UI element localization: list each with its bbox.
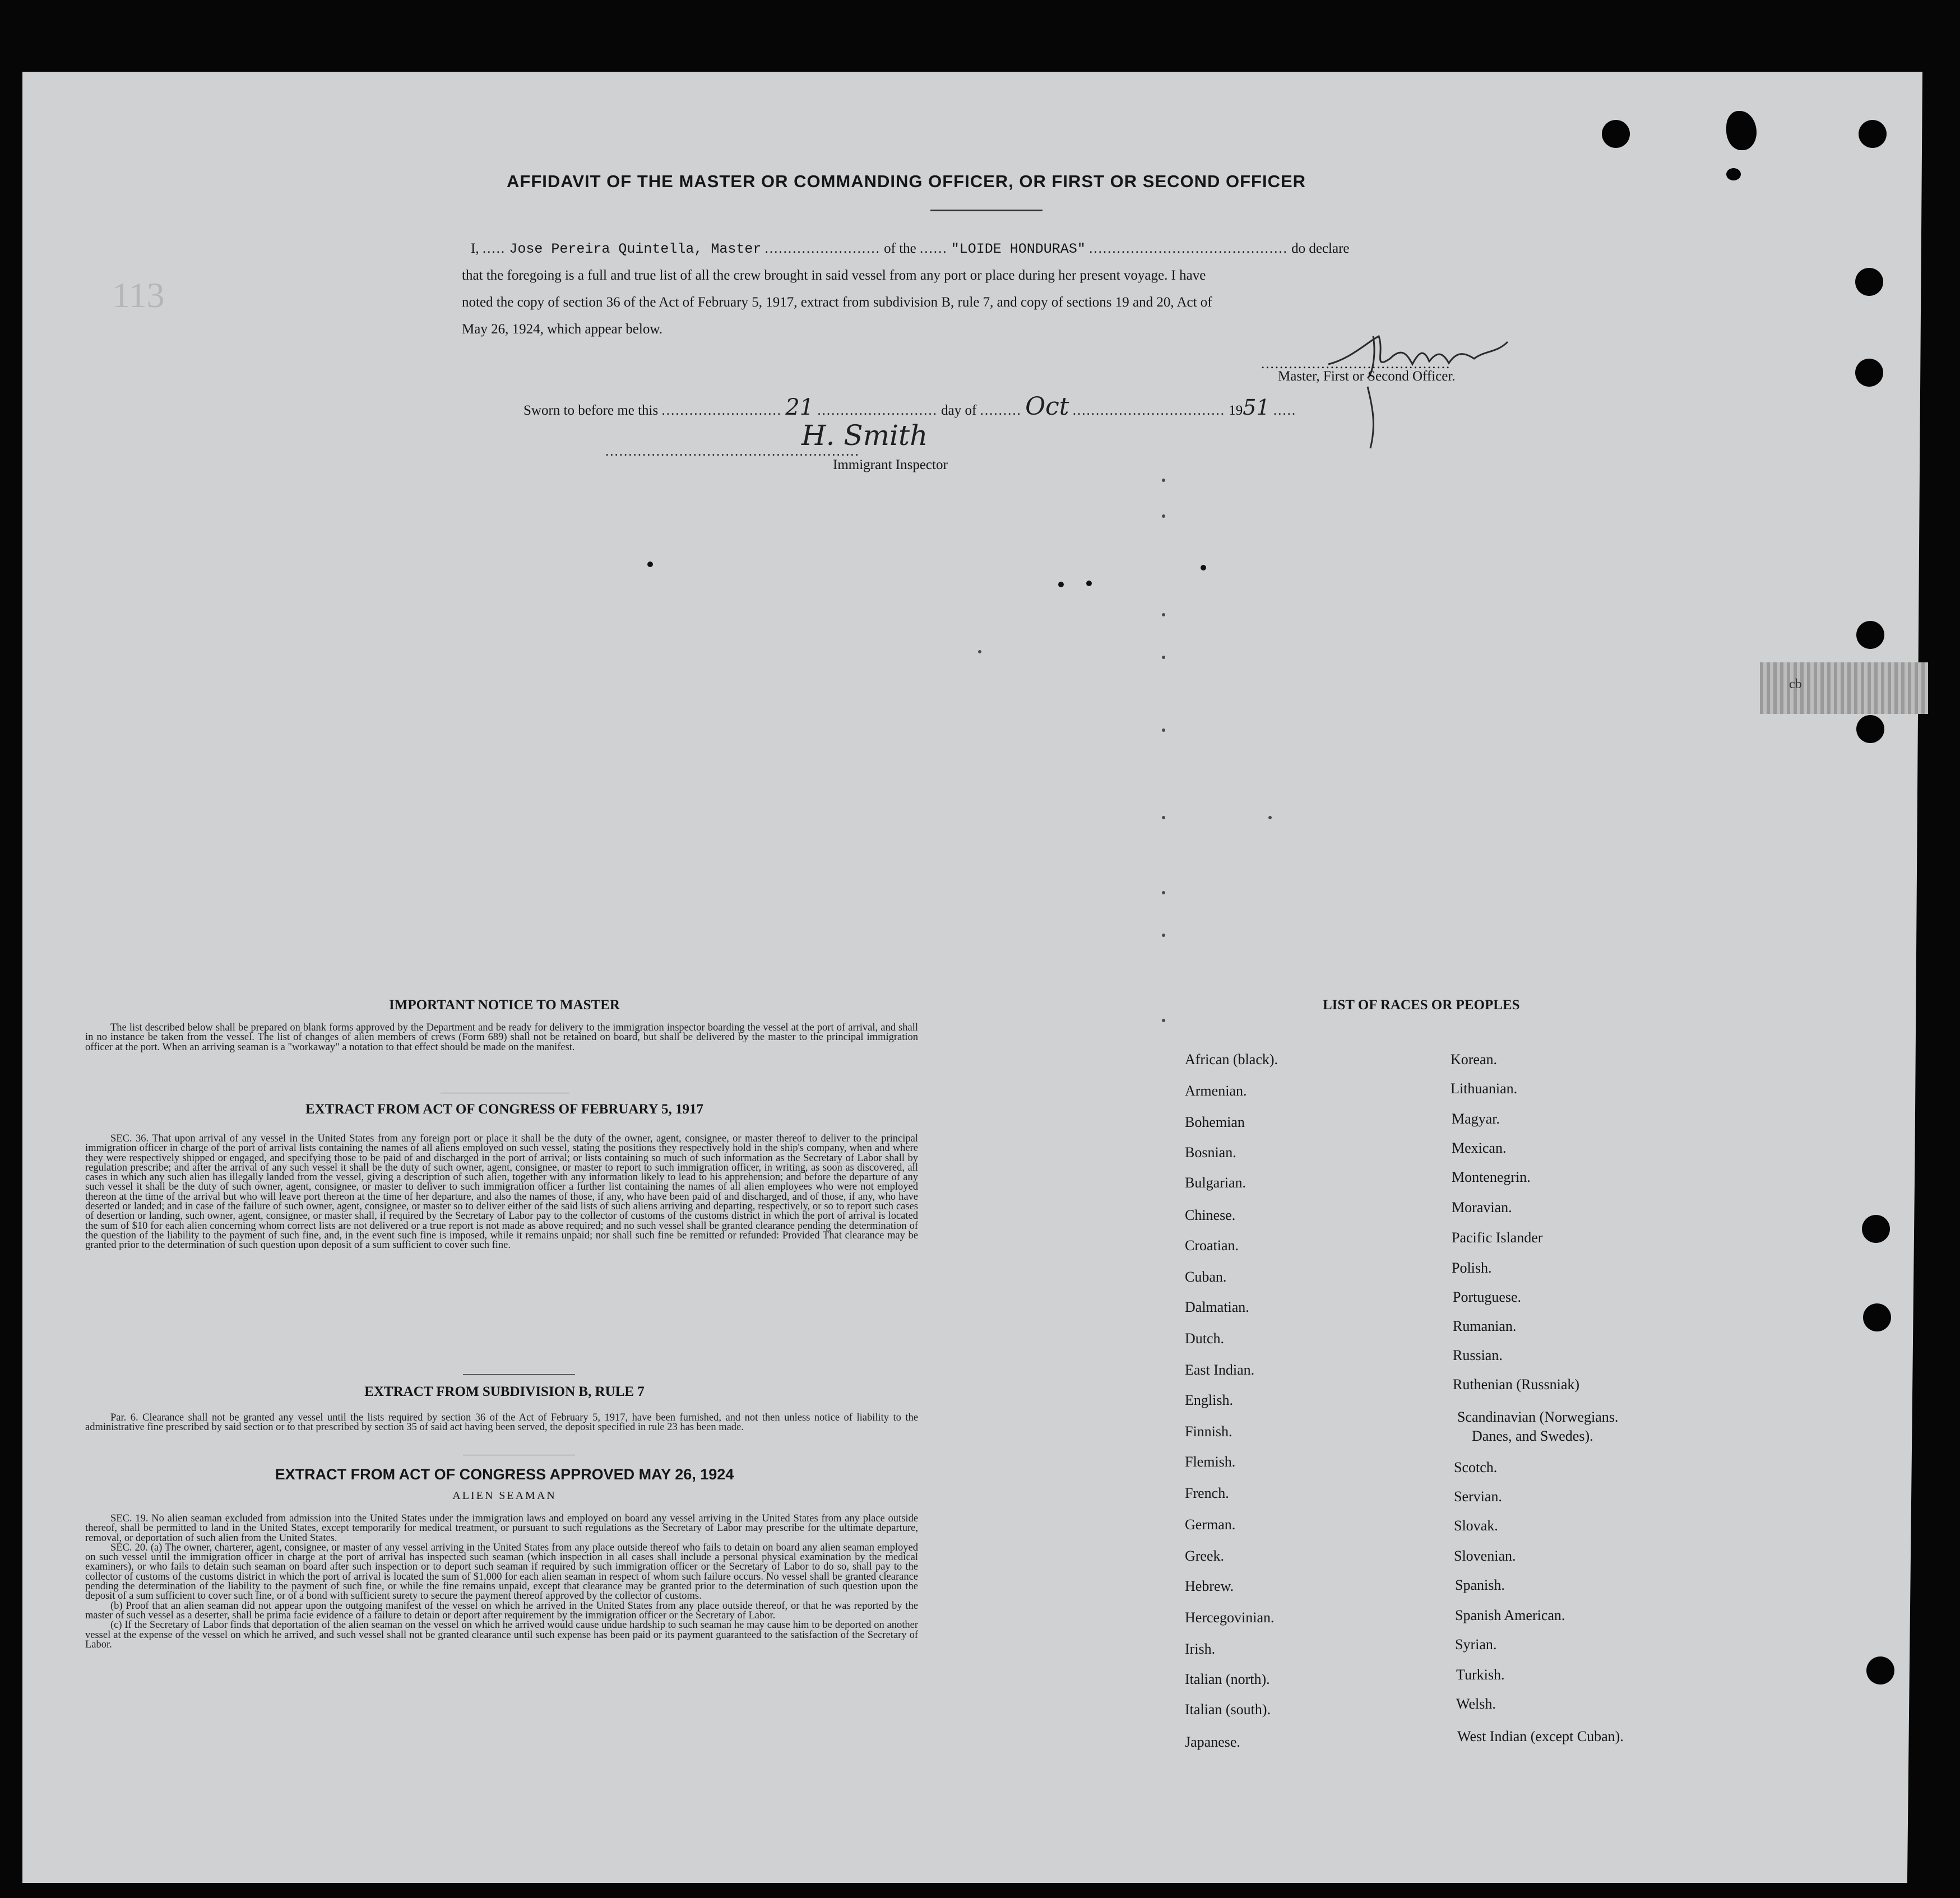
extract-rule7-text: Par. 6. Clearance shall not be granted any vessel until the lists required by section 36 of the Act of February 5, 1917, have been furnished, and not then unless notice of liability to the administrative fine prescribed by said section or to that prescribed by section 35 of said act having been served, the deposit specified in rule 23 has been made.	[85, 1412, 918, 1433]
race-item: Bosnian.	[1185, 1144, 1236, 1161]
race-item: Armenian.	[1185, 1083, 1247, 1099]
race-item: Hercegovinian.	[1185, 1609, 1275, 1626]
race-item: Servian.	[1454, 1488, 1502, 1505]
sworn-month: Oct	[1025, 392, 1069, 421]
race-item: Moravian.	[1452, 1199, 1512, 1215]
race-item: Japanese.	[1185, 1734, 1240, 1750]
race-item: East Indian.	[1185, 1362, 1255, 1378]
sec-19: SEC. 19. No alien seaman excluded from admission into the United States under the immigration laws and employed on board any vessel arriving in the United States from any place outside thereof, shall be permitted to land in the United States, except temporarily for medical treatment, or pursuant to such regulations as the Secretary of Labor may prescribe for the ultimate departure, removal, or deportation of such alien from the United States.	[85, 1513, 918, 1544]
declaration-line-1: I, ..... Jose Pereira Quintella, Master ......................... of the ...... "LOIDE HONDURAS" ........................................... do declare	[471, 241, 1350, 257]
race-item: Turkish.	[1456, 1667, 1505, 1683]
sworn-year: 51	[1243, 395, 1270, 420]
notice-text: The list described below shall be prepared on blank forms approved by the Department and be ready for delivery to the immigration inspector boarding the vessel at the port of arrival, and shall in no instance be taken from the vessel. The list of changes of alien members of crews (Form 689) shall not be retained on board, but shall be delivered by the master to the principal immigration officer at the port. When an arriving seaman is a "workaway" a notation to that effect should be made on the manifest.	[85, 1022, 918, 1053]
race-item: Spanish American.	[1455, 1607, 1565, 1623]
master-caption: Master, First or Second Officer.	[1278, 369, 1456, 384]
punch-hole	[1856, 621, 1884, 649]
race-item: West Indian (except Cuban).	[1457, 1728, 1624, 1744]
race-item: Scotch.	[1454, 1459, 1498, 1475]
race-item: Welsh.	[1456, 1696, 1496, 1712]
extract-1924-title: EXTRACT FROM ACT OF CONGRESS APPROVED MAY 26, 1924	[275, 1466, 734, 1483]
race-item: Irish.	[1185, 1641, 1216, 1657]
punch-hole	[1859, 120, 1887, 148]
divider	[463, 1374, 575, 1375]
race-item: Portuguese.	[1453, 1289, 1522, 1305]
race-item: Spanish.	[1455, 1577, 1505, 1593]
race-item: Montenegrin.	[1452, 1169, 1531, 1185]
race-item: Flemish.	[1185, 1454, 1236, 1470]
declaration-line-4: May 26, 1924, which appear below.	[462, 322, 663, 337]
sworn-day: 21	[785, 395, 814, 420]
race-item: Slovenian.	[1454, 1548, 1516, 1564]
sec-20b: (b) Proof that an alien seaman did not appear upon the outgoing manifest of the vessel on which he arrived in the United States from any place outside thereof, or that he was reported by the master of such vessel as a deserter, shall be prima facie evidence of a failure to detain or deport after requirement by the immigration officer or the Secretary of Labor.	[85, 1600, 918, 1621]
punch-hole	[1855, 359, 1883, 387]
race-item: Dutch.	[1185, 1330, 1225, 1347]
punch-hole	[1863, 1303, 1891, 1331]
vessel-name-field: "LOIDE HONDURAS"	[951, 241, 1086, 257]
race-item: Dalmatian.	[1185, 1299, 1249, 1315]
index-tab	[1760, 662, 1928, 714]
races-title: LIST OF RACES OR PEOPLES	[1323, 997, 1520, 1013]
signature-flourish	[1345, 381, 1390, 454]
race-item: Italian (south).	[1185, 1701, 1271, 1718]
race-item: English.	[1185, 1392, 1233, 1408]
punch-hole	[1602, 120, 1630, 148]
tab-label: cb	[1789, 677, 1802, 692]
signature-dotted-line: .........................................	[1261, 356, 1451, 372]
extract-1917-title: EXTRACT FROM ACT OF CONGRESS OF FEBRUARY 5, 1917	[305, 1102, 704, 1117]
title-underline	[930, 210, 1042, 211]
inspector-signature: H. Smith	[801, 419, 928, 452]
race-item: Italian (north).	[1185, 1671, 1270, 1687]
bleed-through-text: 113	[112, 275, 165, 315]
race-item: African (black).	[1185, 1051, 1278, 1068]
race-item: Syrian.	[1455, 1636, 1497, 1653]
race-item: Bohemian	[1185, 1114, 1245, 1130]
race-item: Bulgarian.	[1185, 1175, 1247, 1191]
notice-title: IMPORTANT NOTICE TO MASTER	[389, 997, 620, 1013]
race-item: Finnish.	[1185, 1423, 1232, 1440]
race-item: Mexican.	[1452, 1140, 1507, 1156]
race-item: German.	[1185, 1516, 1236, 1533]
punch-hole	[1866, 1656, 1894, 1684]
master-name-field: Jose Pereira Quintella, Master	[509, 241, 762, 257]
race-item: Hebrew.	[1185, 1578, 1234, 1594]
race-item: Russian.	[1453, 1347, 1503, 1363]
race-item: Slovak.	[1454, 1518, 1498, 1534]
race-item: Korean.	[1451, 1051, 1498, 1068]
race-item: Greek.	[1185, 1548, 1225, 1564]
race-item: Lithuanian.	[1451, 1080, 1518, 1097]
race-item: French.	[1185, 1485, 1229, 1501]
inspector-dotted-line: .......................................................	[605, 444, 860, 459]
declaration-line-3: noted the copy of section 36 of the Act of February 5, 1917, extract from subdivision B, rule 7, and copy of sections 19 and 20, Act of	[462, 295, 1212, 310]
race-item: Polish.	[1452, 1260, 1492, 1276]
punch-hole	[1862, 1215, 1890, 1243]
extract-1917-text: SEC. 36. That upon arrival of any vessel in the United States from any foreign port or place it shall be the duty of the owner, agent, consignee, or master thereof to deliver to the principal immigration officer in charge of the port of arrival lists containing the names of all aliens employed on such vessel, stating the positions they respectively hold in the ship's company, when and where they were respectively shipped or engaged, and specifying those to be paid of and discharged in the port of arrival; or lists containing so much of such information as the Secretary of Labor shall by regulation prescribe; and after the arrival of any such vessel it shall be the duty of such owner, agent, consignee, or master to report to such immigration officer, in writing, as soon as discovered, all cases in which any such alien has illegally landed from the vessel, giving a description of such alien, together with any information likely to lead to his apprehension; and before the departure of any such vessel it shall be the duty of such owner, agent, consignee, or master to deliver to such immigration officer a further list containing the names of all alien employees who were not employed thereon at the time of the arrival but who will leave port thereon at the time of her departure, and also the names of those, if any, who have been paid of and discharged, and of those, if any, who have deserted or landed; and in case of the failure of such owner, agent, consignee, or master so to deliver either of the said lists of such aliens arriving and departing, respectively, or so to report such cases of desertion or landing, such owner, agent, consignee, or master shall, if required by the Secretary of Labor pay to the collector of customs of the customs district in which the port of arrival is located the sum of $10 for each alien concerning whom correct lists are not delivered or a true report is not made as above required; and no such vessel shall be granted clearance pending the determination of the question of the liability to the payment of such fine, and, in the event such fine is imposed, while it remains unpaid; nor shall such fine be remitted or refunded: Provided That clearance may be granted prior to the determination of such question upon deposit of a sum sufficient to cover such fine.	[85, 1133, 918, 1251]
race-item: Ruthenian (Russniak)	[1453, 1376, 1580, 1393]
declaration-line-2: that the foregoing is a full and true list of all the crew brought in said vessel from any port or place during her present voyage. I have	[462, 268, 1206, 283]
race-item: Magyar.	[1452, 1111, 1500, 1127]
race-item: Cuban.	[1185, 1269, 1227, 1285]
race-item: Danes, and Swedes).	[1472, 1428, 1593, 1444]
race-item: Croatian.	[1185, 1237, 1239, 1254]
punch-hole	[1855, 268, 1883, 296]
inspector-caption: Immigrant Inspector	[833, 457, 948, 472]
race-item: Rumanian.	[1453, 1318, 1517, 1334]
punch-hole	[1726, 168, 1741, 180]
extract-rule7-title: EXTRACT FROM SUBDIVISION B, RULE 7	[364, 1384, 645, 1399]
affidavit-title: AFFIDAVIT OF THE MASTER OR COMMANDING OFFICER, OR FIRST OR SECOND OFFICER	[507, 171, 1306, 191]
race-item: Chinese.	[1185, 1207, 1236, 1223]
race-item: Pacific Islander	[1452, 1229, 1543, 1246]
race-item: Scandinavian (Norwegians.	[1457, 1409, 1619, 1425]
extract-1924-subtitle: ALIEN SEAMAN	[452, 1489, 557, 1502]
sec-20a: SEC. 20. (a) The owner, charterer, agent, consignee, or master of any vessel arriving in the United States from any place outside thereof who fails to detain on board any alien seaman employed on such vessel until the immigration officer in charge at the port of arrival has inspected such seaman (which inspection in all cases shall include a personal physical examination by the medical examiners), or who fails to detain such seaman on board after such inspection or to deport such seaman if required by such immigration officer or the Secretary of Labor to do so, shall pay to the collector of customs of the customs district in which the port of arrival is located the sum of $1,000 for each alien seaman in respect of whom such failure occurs. No vessel shall be granted clearance pending the determination of the liability to the payment of such fine, or while the fine remains unpaid, except that clearance may be granted prior to the determination of such question upon the deposit of a sum sufficient to cover such fine, or of a bond with sufficient surety to secure the payment thereof approved by the collector of customs.	[85, 1542, 918, 1602]
sworn-line: Sworn to before me this .......................... 21 .......................... day of ......... Oct ................................. 1951 .....	[523, 392, 1297, 421]
punch-hole	[1856, 715, 1884, 743]
extract-1924-text	[85, 1514, 918, 1650]
sec-20c: (c) If the Secretary of Labor finds that deportation of the alien seaman on the vessel on which he arrived would cause undue hardship to such seaman he may cause him to be deported on another vessel at the expense of the vessel on which he arrived, and such vessel shall not be granted clearance until such expense has been paid or its payment guaranteed to the satisfaction of the Secretary of Labor.	[85, 1619, 918, 1650]
